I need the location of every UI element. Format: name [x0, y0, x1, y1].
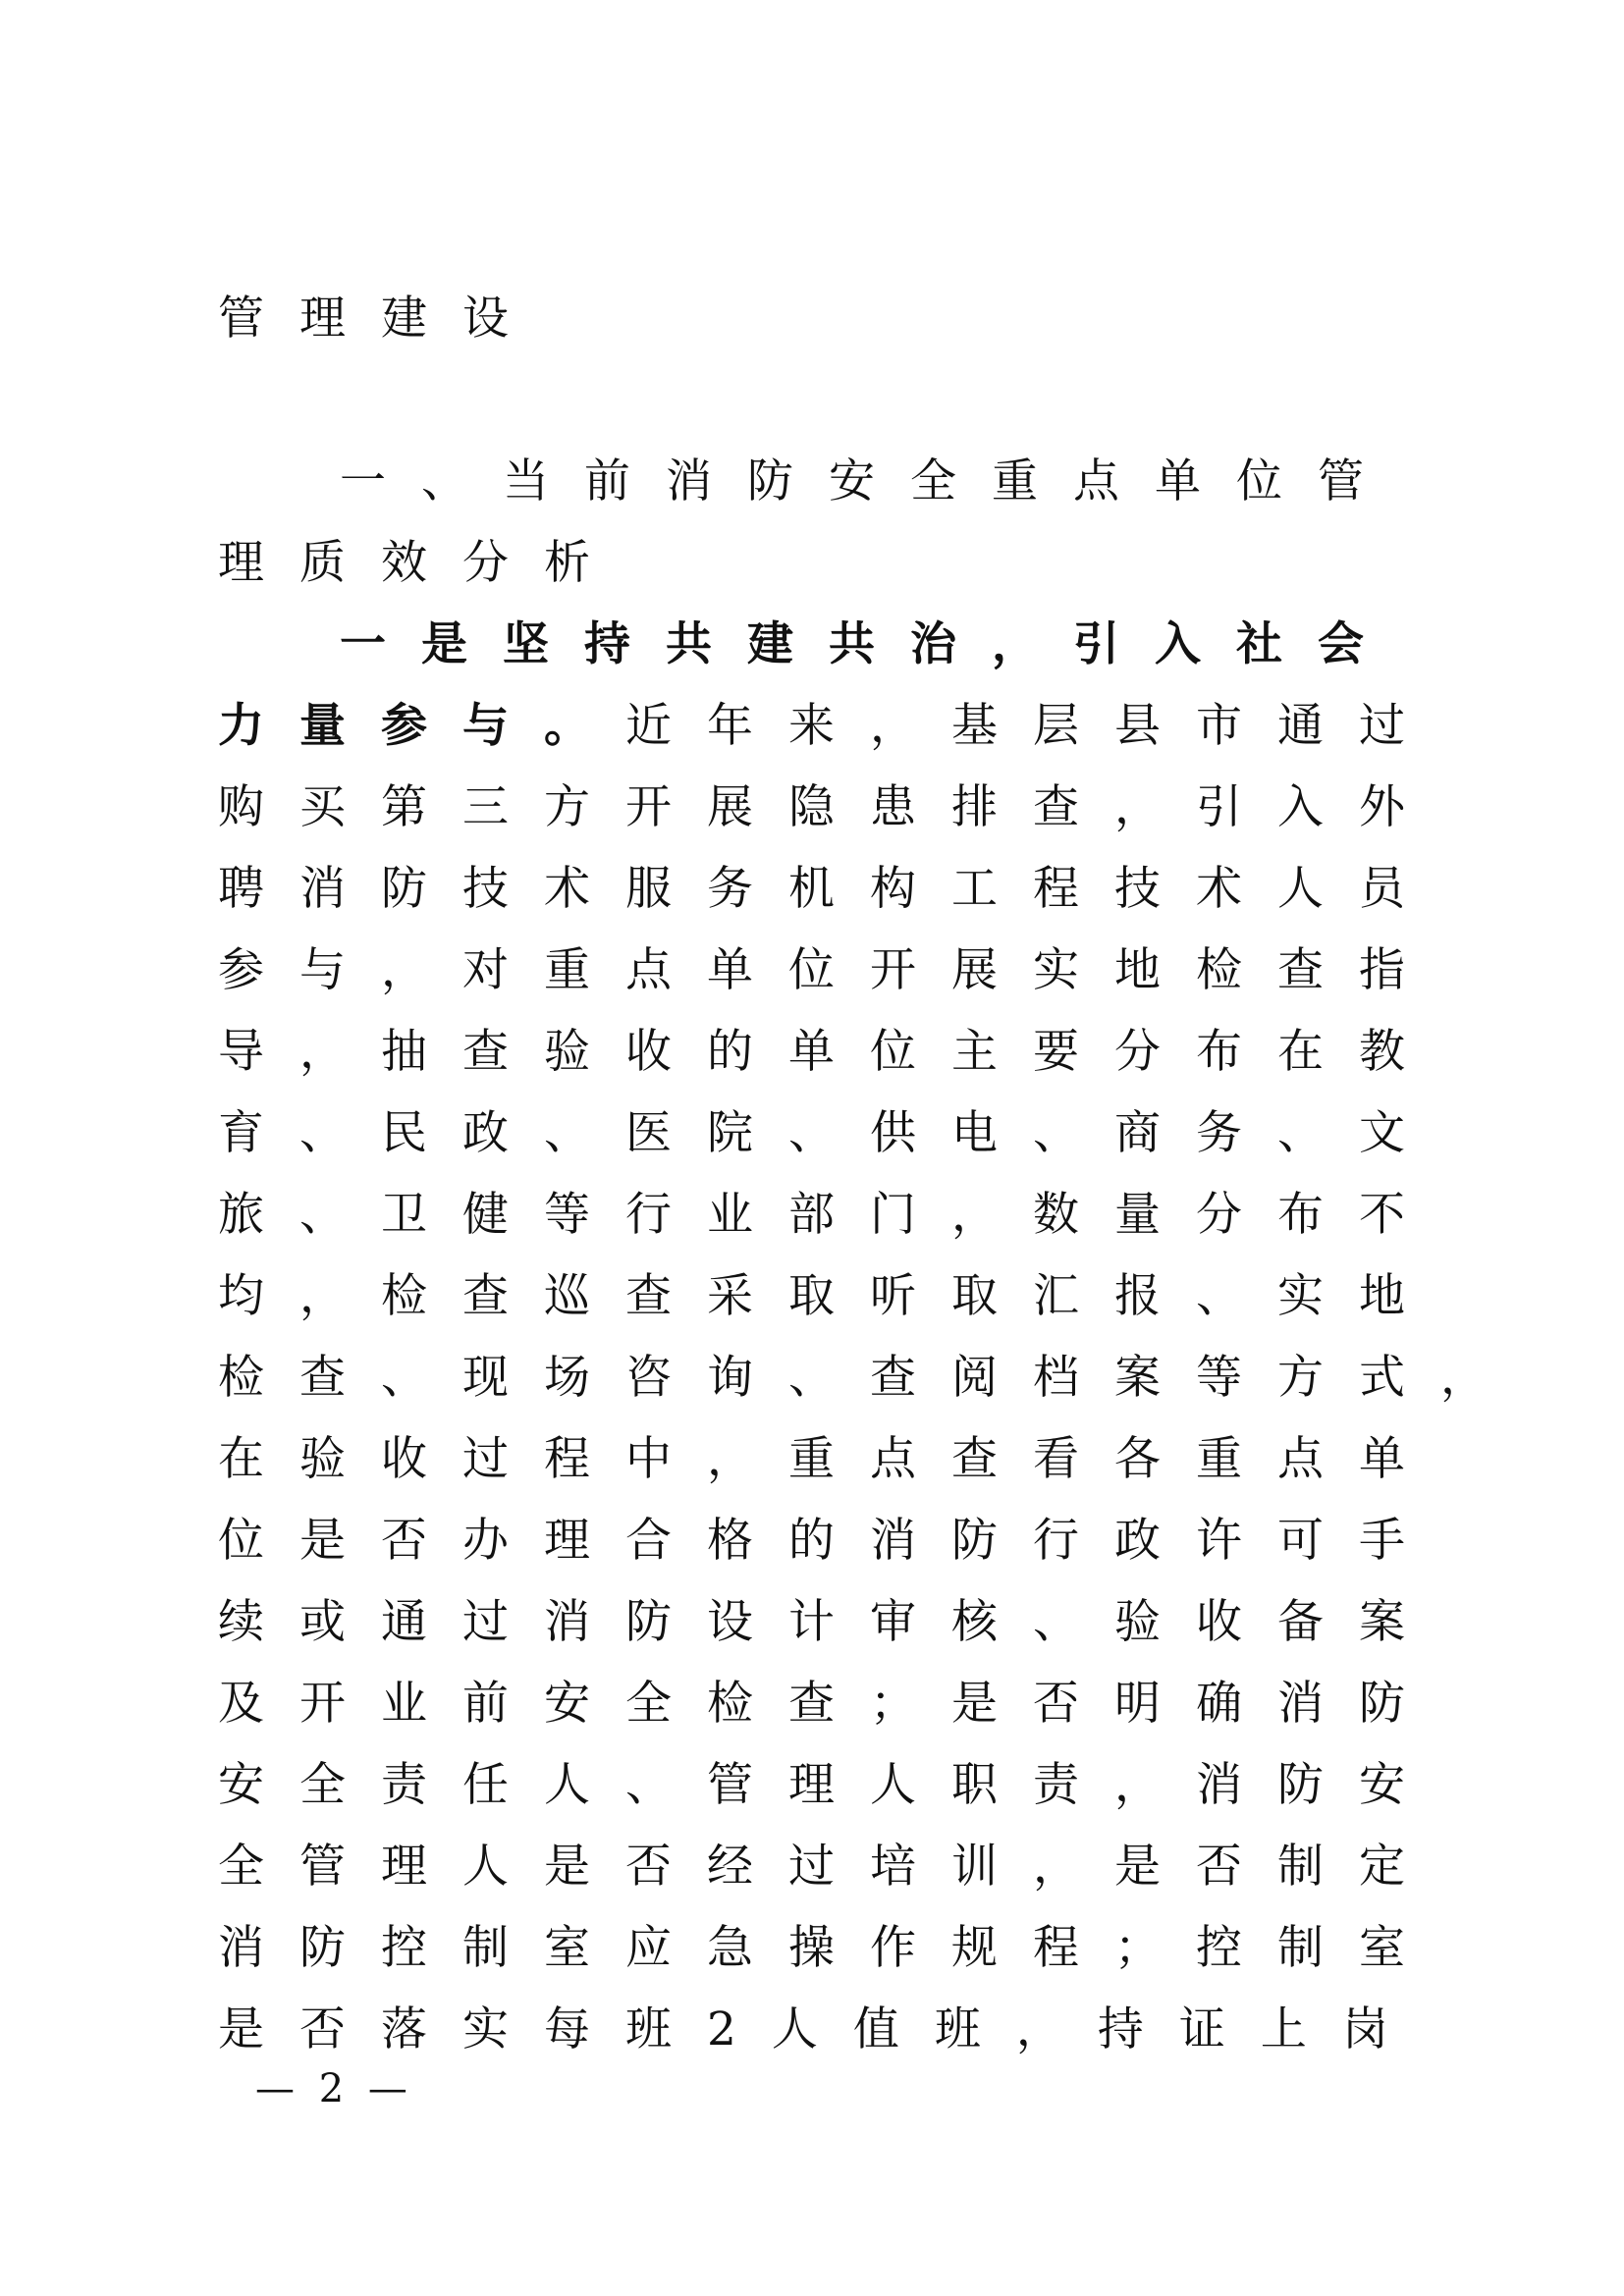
body-line: 位是否办理合格的消防行政许可手	[218, 1514, 1440, 1568]
text-line-continuation: 管理建设	[218, 292, 544, 346]
body-line: 参与，对重点单位开展实地检查指	[218, 943, 1440, 997]
body-line: 导，抽查验收的单位主要分布在教	[218, 1025, 1440, 1079]
body-line: 续或通过消防设计审核、验收备案	[218, 1595, 1440, 1649]
body-line: 在验收过程中，重点查看各重点单	[218, 1432, 1440, 1486]
bold-lead-line-2: 力量参与。	[218, 699, 625, 753]
body-text	[218, 278, 1522, 2070]
body-line: 购买第三方开展隐患排查，引入外	[218, 780, 1440, 834]
body-line: 均，检查巡查采取听取汇报、实地	[218, 1269, 1440, 1323]
body-line: 全管理人是否经过培训，是否制定	[218, 1840, 1440, 1894]
page-number: — 2 —	[255, 2066, 413, 2111]
body-line: 安全责任人、管理人职责，消防安	[218, 1758, 1440, 1812]
body-line: 及开业前安全检查；是否明确消防	[218, 1677, 1440, 1731]
body-line: 是否落实每班2人值班，持证上岗	[218, 2002, 1424, 2056]
body-line: 消防控制室应急操作规程；控制室	[218, 1921, 1440, 1975]
body-line: 聘消防技术服务机构工程技术人员	[218, 862, 1440, 916]
bold-lead-line-1: 一是坚持共建共治，引入社会	[340, 617, 1399, 671]
body-text-fragment: 近年来，基层县市通过	[625, 699, 1440, 753]
section-heading-line-2: 理质效分析	[218, 536, 625, 590]
section-heading-line-1: 一、当前消防安全重点单位管	[340, 454, 1399, 508]
body-line: 旅、卫健等行业部门，数量分布不	[218, 1188, 1440, 1242]
paragraph-gap	[218, 359, 1396, 441]
body-line: 检查、现场咨询、查阅档案等方式，	[218, 1351, 1522, 1405]
body-line: 育、民政、医院、供电、商务、文	[218, 1106, 1440, 1160]
mixed-line	[218, 685, 1440, 767]
